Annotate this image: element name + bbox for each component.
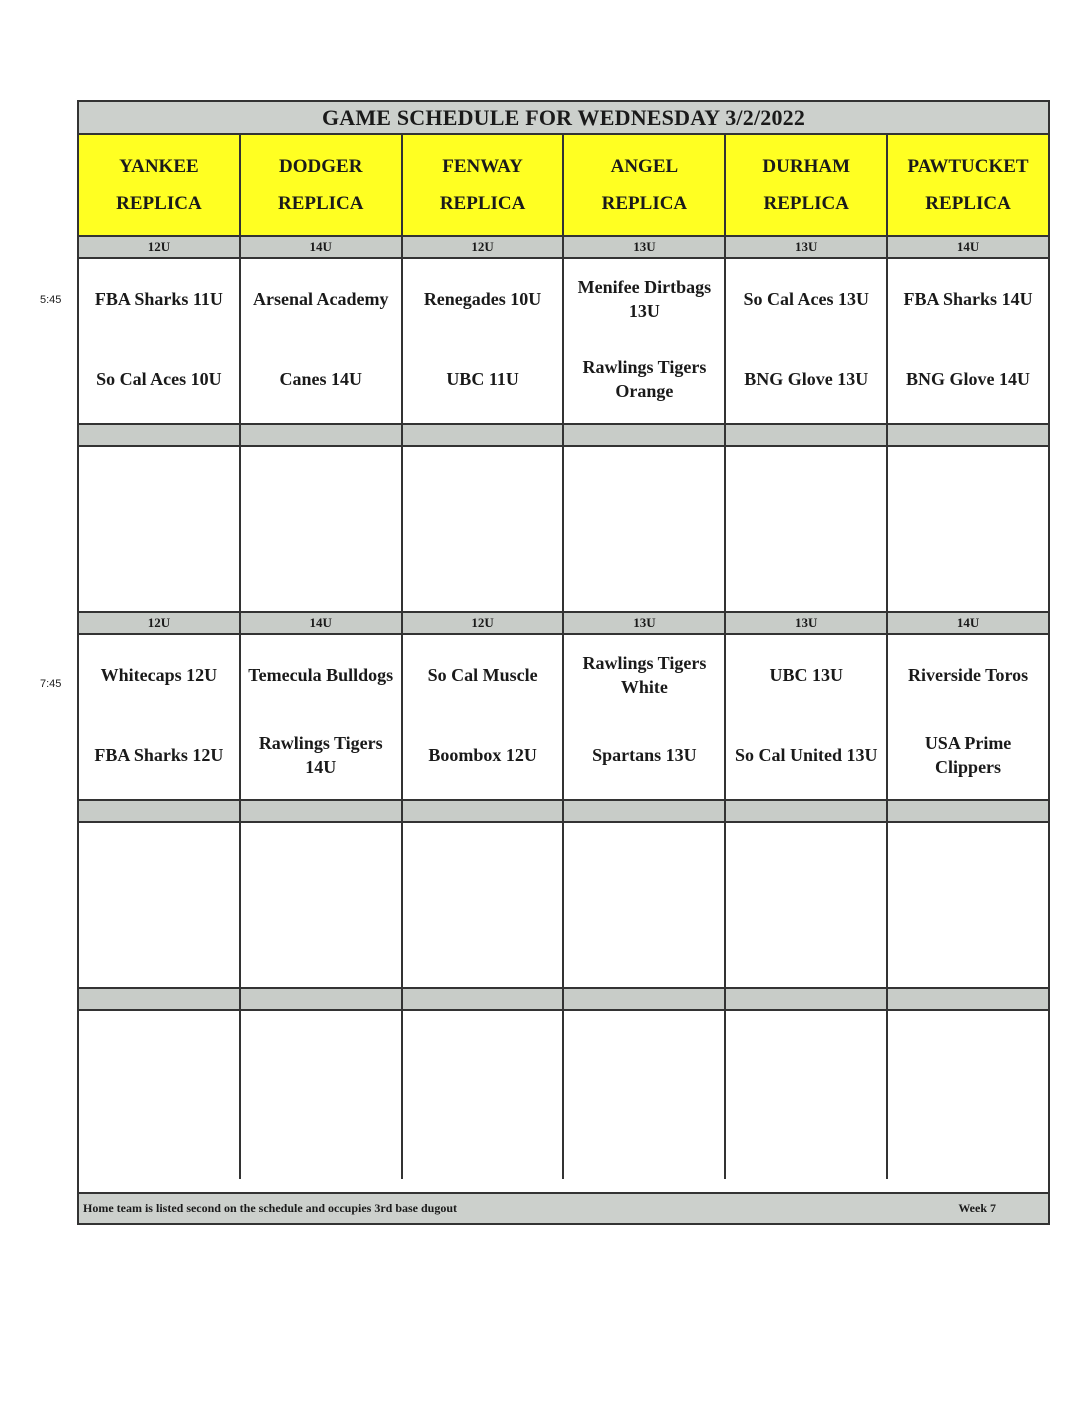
game-cell [403, 259, 565, 423]
division-label-empty [79, 801, 241, 821]
game-cell [888, 259, 1048, 423]
empty-cell [403, 823, 565, 987]
slot-time-1: 5:45 [40, 294, 62, 306]
field-sub: REPLICA [116, 193, 202, 214]
division-label: 14U [241, 237, 403, 257]
week-label: Week 7 [958, 1201, 996, 1215]
field-name: ANGEL [610, 156, 679, 177]
game-cell [564, 635, 726, 799]
empty-cell [241, 447, 403, 611]
slot-time-2: 7:45 [40, 678, 62, 690]
division-label-empty [241, 425, 403, 445]
empty-cell [726, 823, 888, 987]
home-team: BNG Glove 14U [906, 369, 1031, 389]
empty-cell [241, 1011, 403, 1179]
home-team: Rawlings Tigers Orange [582, 357, 707, 401]
game-cell [403, 635, 565, 799]
field-header-row [79, 135, 1048, 237]
division-label: 13U [564, 613, 726, 633]
division-label-empty [564, 801, 726, 821]
division-label-empty [888, 801, 1048, 821]
home-team-note: Home team is listed second on the schedule and occupies 3rd base dugout [83, 1201, 458, 1215]
division-label-empty [403, 425, 565, 445]
division-label-empty [79, 425, 241, 445]
home-team: Rawlings Tigers 14U [258, 733, 383, 777]
field-sub: REPLICA [763, 193, 849, 214]
game-cell [241, 635, 403, 799]
field-pawtucket [888, 135, 1048, 235]
game-cell [79, 635, 241, 799]
division-label: 12U [79, 613, 241, 633]
field-durham [726, 135, 888, 235]
division-label: 12U [79, 237, 241, 257]
division-label-empty [564, 989, 726, 1009]
division-label: 12U [403, 613, 565, 633]
home-team: FBA Sharks 12U [94, 745, 224, 765]
field-name: DODGER [279, 156, 363, 177]
division-label-empty [564, 425, 726, 445]
field-name: DURHAM [762, 156, 851, 177]
empty-cell [564, 1011, 726, 1179]
game-row [79, 635, 1048, 801]
empty-cell [726, 447, 888, 611]
division-row-empty [79, 425, 1048, 447]
away-team: So Cal Muscle [427, 665, 538, 685]
division-row [79, 613, 1048, 635]
game-cell [79, 259, 241, 423]
home-team: Canes 14U [279, 369, 362, 389]
field-sub: REPLICA [277, 193, 364, 214]
field-name: YANKEE [119, 156, 199, 177]
empty-cell [888, 447, 1048, 611]
division-row-empty [79, 989, 1048, 1011]
home-team: BNG Glove 13U [744, 369, 869, 389]
field-yankee [79, 135, 241, 235]
division-label: 13U [726, 237, 888, 257]
away-team: Riverside Toros [907, 665, 1029, 685]
game-cell [726, 259, 888, 423]
division-label-empty [79, 989, 241, 1009]
field-name: PAWTUCKET [907, 156, 1029, 177]
home-team: UBC 11U [446, 369, 519, 389]
empty-cell [564, 823, 726, 987]
game-cell [241, 259, 403, 423]
empty-cell [888, 1011, 1048, 1179]
away-team: Temecula Bulldogs [248, 665, 394, 685]
away-team: Arsenal Academy [253, 289, 389, 309]
field-sub: REPLICA [601, 193, 688, 214]
field-sub: REPLICA [925, 193, 1011, 214]
division-label-empty [241, 989, 403, 1009]
game-cell [888, 635, 1048, 799]
empty-cell [79, 447, 241, 611]
away-team: So Cal Aces 13U [743, 289, 869, 309]
empty-game-row [79, 447, 1048, 613]
game-row [79, 259, 1048, 425]
division-label-empty [241, 801, 403, 821]
empty-cell [79, 823, 241, 987]
division-label: 14U [241, 613, 403, 633]
away-team: UBC 13U [769, 665, 843, 685]
division-label-empty [726, 801, 888, 821]
division-label: 14U [888, 613, 1048, 633]
field-name: FENWAY [442, 156, 523, 177]
away-team: Whitecaps 12U [100, 665, 218, 685]
division-label: 13U [726, 613, 888, 633]
empty-cell [888, 823, 1048, 987]
field-dodger [241, 135, 403, 235]
division-label-empty [403, 989, 565, 1009]
empty-game-row [79, 1011, 1048, 1179]
home-team: USA Prime Clippers [924, 733, 1012, 777]
away-team: Menifee Dirtbags 13U [577, 277, 712, 321]
away-team: Rawlings Tigers White [582, 653, 707, 697]
division-row-empty [79, 801, 1048, 823]
empty-cell [79, 1011, 241, 1179]
division-label-empty [888, 425, 1048, 445]
game-cell [726, 635, 888, 799]
empty-game-row [79, 823, 1048, 989]
empty-cell [564, 447, 726, 611]
home-team: So Cal Aces 10U [96, 369, 222, 389]
field-angel [564, 135, 726, 235]
home-team: Boombox 12U [428, 745, 537, 765]
away-team: FBA Sharks 14U [903, 289, 1033, 309]
division-row [79, 237, 1048, 259]
home-team: Spartans 13U [592, 745, 697, 765]
division-label-empty [726, 425, 888, 445]
away-team: FBA Sharks 11U [94, 289, 223, 309]
page-title: GAME SCHEDULE FOR WEDNESDAY 3/2/2022 [79, 102, 1048, 135]
empty-cell [726, 1011, 888, 1179]
division-label: 13U [564, 237, 726, 257]
field-sub: REPLICA [439, 193, 526, 214]
division-label-empty [726, 989, 888, 1009]
empty-cell [241, 823, 403, 987]
empty-cell [403, 447, 565, 611]
division-label: 12U [403, 237, 565, 257]
home-team: So Cal United 13U [734, 745, 878, 765]
game-cell [564, 259, 726, 423]
empty-cell [403, 1011, 565, 1179]
schedule-sheet [77, 100, 1050, 1225]
division-label-empty [403, 801, 565, 821]
division-label: 14U [888, 237, 1048, 257]
field-fenway [403, 135, 565, 235]
footer [79, 1192, 1048, 1223]
division-label-empty [888, 989, 1048, 1009]
schedule-grid [79, 135, 1048, 1179]
away-team: Renegades 10U [423, 289, 542, 309]
